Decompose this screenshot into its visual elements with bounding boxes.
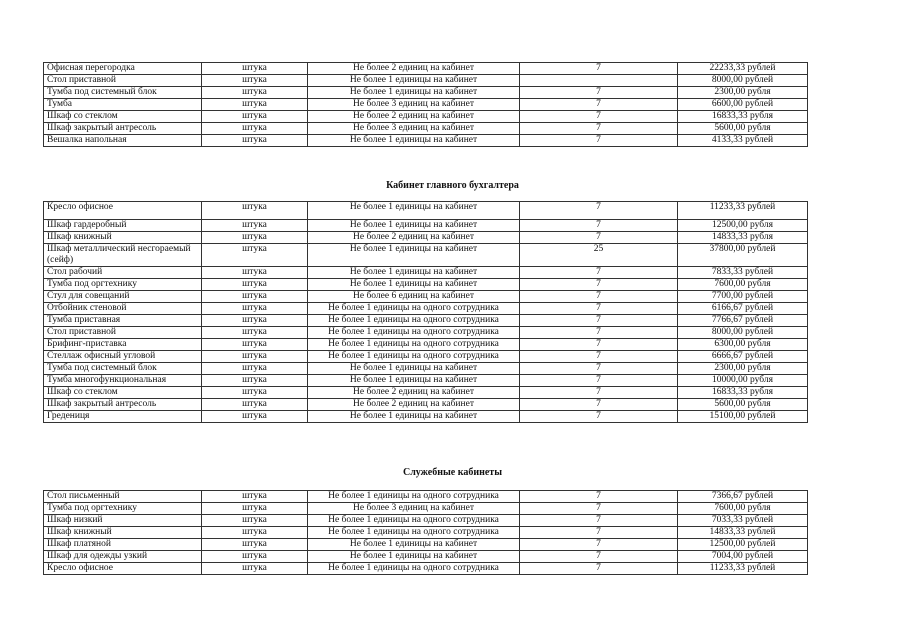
price-cell: 16833,33 рубля: [678, 111, 808, 123]
item-name-cell: Тумба многофункциональная: [44, 375, 202, 387]
price-cell: 7700,00 рублей: [678, 291, 808, 303]
item-name-cell: Вешалка напольная: [44, 135, 202, 147]
unit-cell: штука: [202, 491, 308, 503]
norm-cell: Не более 1 единицы на одного сотрудника: [308, 515, 520, 527]
unit-cell: штука: [202, 515, 308, 527]
unit-cell: штука: [202, 99, 308, 111]
price-cell: 7366,67 рублей: [678, 491, 808, 503]
price-cell: 14833,33 рубля: [678, 232, 808, 244]
unit-cell: штука: [202, 232, 308, 244]
norm-cell: Не более 1 единицы на одного сотрудника: [308, 351, 520, 363]
service-life-cell: 7: [520, 111, 678, 123]
price-cell: 7766,67 рублей: [678, 315, 808, 327]
table-row: [44, 244, 808, 267]
norm-cell: Не более 3 единиц на кабинет: [308, 123, 520, 135]
item-name-cell: Шкаф для одежды узкий: [44, 551, 202, 563]
norm-cell: Не более 1 единицы на одного сотрудника: [308, 563, 520, 575]
service-life-cell: 7: [520, 363, 678, 375]
price-cell: 6166,67 рублей: [678, 303, 808, 315]
item-name-cell: Шкаф книжный: [44, 232, 202, 244]
item-name-cell: Шкаф со стеклом: [44, 387, 202, 399]
service-life-cell: 7: [520, 563, 678, 575]
item-name-cell: Шкаф закрытый антресоль: [44, 399, 202, 411]
price-cell: 5600,00 рубля: [678, 399, 808, 411]
service-life-cell: 7: [520, 339, 678, 351]
price-cell: 12500,00 рубля: [678, 220, 808, 232]
unit-cell: штука: [202, 327, 308, 339]
unit-cell: штука: [202, 503, 308, 515]
price-cell: 7600,00 рубля: [678, 279, 808, 291]
furniture-table-chief-accountant: [43, 201, 808, 423]
item-name-cell: Шкаф закрытый антресоль: [44, 123, 202, 135]
unit-cell: штука: [202, 87, 308, 99]
price-cell: 14833,33 рублей: [678, 527, 808, 539]
service-life-cell: 7: [520, 220, 678, 232]
norm-cell: Не более 1 единицы на кабинет: [308, 220, 520, 232]
price-cell: 15100,00 рублей: [678, 411, 808, 423]
table-row: [44, 491, 808, 503]
service-life-cell: 25: [520, 244, 678, 267]
norm-cell: Не более 1 единицы на кабинет: [308, 363, 520, 375]
unit-cell: штука: [202, 399, 308, 411]
service-life-cell: 7: [520, 527, 678, 539]
table-row: [44, 515, 808, 527]
price-cell: 16833,33 рубля: [678, 387, 808, 399]
service-life-cell: 7: [520, 232, 678, 244]
service-life-cell: 7: [520, 551, 678, 563]
service-life-cell: 7: [520, 267, 678, 279]
furniture-table-top: [43, 62, 808, 147]
item-name-cell: Тумба под системный блок: [44, 87, 202, 99]
table-row: [44, 363, 808, 375]
item-name-cell: Тумба под оргтехнику: [44, 503, 202, 515]
price-cell: 8000,00 рублей: [678, 75, 808, 87]
table-row: [44, 539, 808, 551]
item-name-cell: Тумба под оргтехнику: [44, 279, 202, 291]
norm-cell: Не более 1 единицы на кабинет: [308, 75, 520, 87]
item-name-cell: Кресло офисное: [44, 563, 202, 575]
table-row: [44, 99, 808, 111]
service-life-cell: [520, 75, 678, 87]
unit-cell: штука: [202, 75, 308, 87]
table-row: [44, 399, 808, 411]
table-row: [44, 551, 808, 563]
price-cell: 6600,00 рублей: [678, 99, 808, 111]
service-life-cell: 7: [520, 327, 678, 339]
unit-cell: штука: [202, 291, 308, 303]
norm-cell: Не более 1 единицы на кабинет: [308, 539, 520, 551]
unit-cell: штука: [202, 135, 308, 147]
service-life-cell: 7: [520, 351, 678, 363]
item-name-cell: Брифинг-приставка: [44, 339, 202, 351]
unit-cell: штука: [202, 279, 308, 291]
norm-cell: Не более 2 единиц на кабинет: [308, 387, 520, 399]
unit-cell: штука: [202, 303, 308, 315]
price-cell: 7004,00 рублей: [678, 551, 808, 563]
norm-cell: Не более 1 единицы на одного сотрудника: [308, 527, 520, 539]
table-row: [44, 503, 808, 515]
price-cell: 11233,33 рублей: [678, 563, 808, 575]
price-cell: 8000,00 рублей: [678, 327, 808, 339]
price-cell: 2300,00 рубля: [678, 363, 808, 375]
section-title-service-offices: Служебные кабинеты: [402, 467, 503, 478]
table-row: [44, 75, 808, 87]
unit-cell: штука: [202, 351, 308, 363]
price-cell: 12500,00 рублей: [678, 539, 808, 551]
service-life-cell: 7: [520, 135, 678, 147]
unit-cell: штука: [202, 363, 308, 375]
price-cell: 10000,00 рубля: [678, 375, 808, 387]
table-row: [44, 563, 808, 575]
norm-cell: Не более 1 единицы на кабинет: [308, 279, 520, 291]
norm-cell: Не более 1 единицы на кабинет: [308, 244, 520, 267]
norm-cell: Не более 1 единицы на одного сотрудника: [308, 303, 520, 315]
service-life-cell: 7: [520, 539, 678, 551]
table-row: [44, 202, 808, 220]
item-name-cell: Шкаф платяной: [44, 539, 202, 551]
service-life-cell: 7: [520, 291, 678, 303]
norm-cell: Не более 1 единицы на одного сотрудника: [308, 491, 520, 503]
service-life-cell: 7: [520, 387, 678, 399]
table-row: [44, 279, 808, 291]
service-life-cell: 7: [520, 375, 678, 387]
item-name-cell: Шкаф гардеробный: [44, 220, 202, 232]
table-row: [44, 303, 808, 315]
unit-cell: штука: [202, 539, 308, 551]
table-row: [44, 232, 808, 244]
service-life-cell: 7: [520, 63, 678, 75]
table-row: [44, 63, 808, 75]
item-name-cell: Отбойник стеновой: [44, 303, 202, 315]
unit-cell: штука: [202, 267, 308, 279]
norm-cell: Не более 1 единицы на кабинет: [308, 267, 520, 279]
item-name-cell: Тумба приставная: [44, 315, 202, 327]
norm-cell: Не более 1 единицы на кабинет: [308, 411, 520, 423]
unit-cell: штука: [202, 551, 308, 563]
service-life-cell: 7: [520, 515, 678, 527]
service-life-cell: 7: [520, 123, 678, 135]
item-name-cell: Стол письменный: [44, 491, 202, 503]
price-cell: 4133,33 рублей: [678, 135, 808, 147]
unit-cell: штука: [202, 244, 308, 267]
norm-cell: Не более 1 единицы на одного сотрудника: [308, 339, 520, 351]
norm-cell: Не более 1 единицы на кабинет: [308, 375, 520, 387]
unit-cell: штука: [202, 111, 308, 123]
price-cell: 7833,33 рублей: [678, 267, 808, 279]
service-life-cell: 7: [520, 503, 678, 515]
service-life-cell: 7: [520, 491, 678, 503]
table-row: [44, 267, 808, 279]
section-title-chief-accountant: Кабинет главного бухгалтера: [386, 180, 519, 191]
table-row: [44, 315, 808, 327]
unit-cell: штука: [202, 527, 308, 539]
service-life-cell: 7: [520, 202, 678, 220]
unit-cell: штука: [202, 339, 308, 351]
table-row: [44, 327, 808, 339]
price-cell: 37800,00 рублей: [678, 244, 808, 267]
price-cell: 22233,33 рублей: [678, 63, 808, 75]
table-row: [44, 87, 808, 99]
service-life-cell: 7: [520, 399, 678, 411]
service-life-cell: 7: [520, 87, 678, 99]
price-cell: 11233,33 рублей: [678, 202, 808, 220]
table-row: [44, 387, 808, 399]
norm-cell: Не более 1 единицы на одного сотрудника: [308, 327, 520, 339]
item-name-cell: Стул для совещаний: [44, 291, 202, 303]
service-life-cell: 7: [520, 411, 678, 423]
item-name-cell: Шкаф металлический несгораемый (сейф): [44, 244, 202, 267]
item-name-cell: Тумба: [44, 99, 202, 111]
norm-cell: Не более 3 единиц на кабинет: [308, 99, 520, 111]
table-row: [44, 527, 808, 539]
item-name-cell: Стол рабочий: [44, 267, 202, 279]
service-life-cell: 7: [520, 99, 678, 111]
item-name-cell: Стол приставной: [44, 327, 202, 339]
table-row: [44, 111, 808, 123]
table-row: [44, 220, 808, 232]
item-name-cell: Шкаф низкий: [44, 515, 202, 527]
norm-cell: Не более 2 единиц на кабинет: [308, 63, 520, 75]
norm-cell: Не более 1 единицы на кабинет: [308, 551, 520, 563]
unit-cell: штука: [202, 63, 308, 75]
service-life-cell: 7: [520, 279, 678, 291]
item-name-cell: Офисная перегородка: [44, 63, 202, 75]
norm-cell: Не более 1 единицы на одного сотрудника: [308, 315, 520, 327]
table-row: [44, 375, 808, 387]
unit-cell: штука: [202, 387, 308, 399]
service-life-cell: 7: [520, 315, 678, 327]
item-name-cell: Шкаф со стеклом: [44, 111, 202, 123]
unit-cell: штука: [202, 123, 308, 135]
norm-cell: Не более 6 единиц на кабинет: [308, 291, 520, 303]
norm-cell: Не более 2 единиц на кабинет: [308, 111, 520, 123]
price-cell: 6300,00 рубля: [678, 339, 808, 351]
price-cell: 7600,00 рубля: [678, 503, 808, 515]
price-cell: 5600,00 рубля: [678, 123, 808, 135]
item-name-cell: Тумба под системный блок: [44, 363, 202, 375]
item-name-cell: Стеллаж офисный угловой: [44, 351, 202, 363]
price-cell: 6666,67 рублей: [678, 351, 808, 363]
norm-cell: Не более 1 единицы на кабинет: [308, 135, 520, 147]
item-name-cell: Стол приставной: [44, 75, 202, 87]
unit-cell: штука: [202, 563, 308, 575]
service-life-cell: 7: [520, 303, 678, 315]
table-row: [44, 291, 808, 303]
unit-cell: штука: [202, 202, 308, 220]
price-cell: 7033,33 рублей: [678, 515, 808, 527]
table-row: [44, 411, 808, 423]
unit-cell: штука: [202, 315, 308, 327]
unit-cell: штука: [202, 375, 308, 387]
item-name-cell: Шкаф книжный: [44, 527, 202, 539]
table-row: [44, 339, 808, 351]
unit-cell: штука: [202, 220, 308, 232]
item-name-cell: Кресло офисное: [44, 202, 202, 220]
norm-cell: Не более 2 единиц на кабинет: [308, 399, 520, 411]
table-row: [44, 135, 808, 147]
norm-cell: Не более 2 единиц на кабинет: [308, 232, 520, 244]
item-name-cell: Гредениця: [44, 411, 202, 423]
norm-cell: Не более 1 единицы на кабинет: [308, 87, 520, 99]
furniture-table-service-offices: [43, 490, 808, 575]
norm-cell: Не более 1 единицы на кабинет: [308, 202, 520, 220]
unit-cell: штука: [202, 411, 308, 423]
price-cell: 2300,00 рубля: [678, 87, 808, 99]
norm-cell: Не более 3 единиц на кабинет: [308, 503, 520, 515]
table-row: [44, 351, 808, 363]
table-row: [44, 123, 808, 135]
